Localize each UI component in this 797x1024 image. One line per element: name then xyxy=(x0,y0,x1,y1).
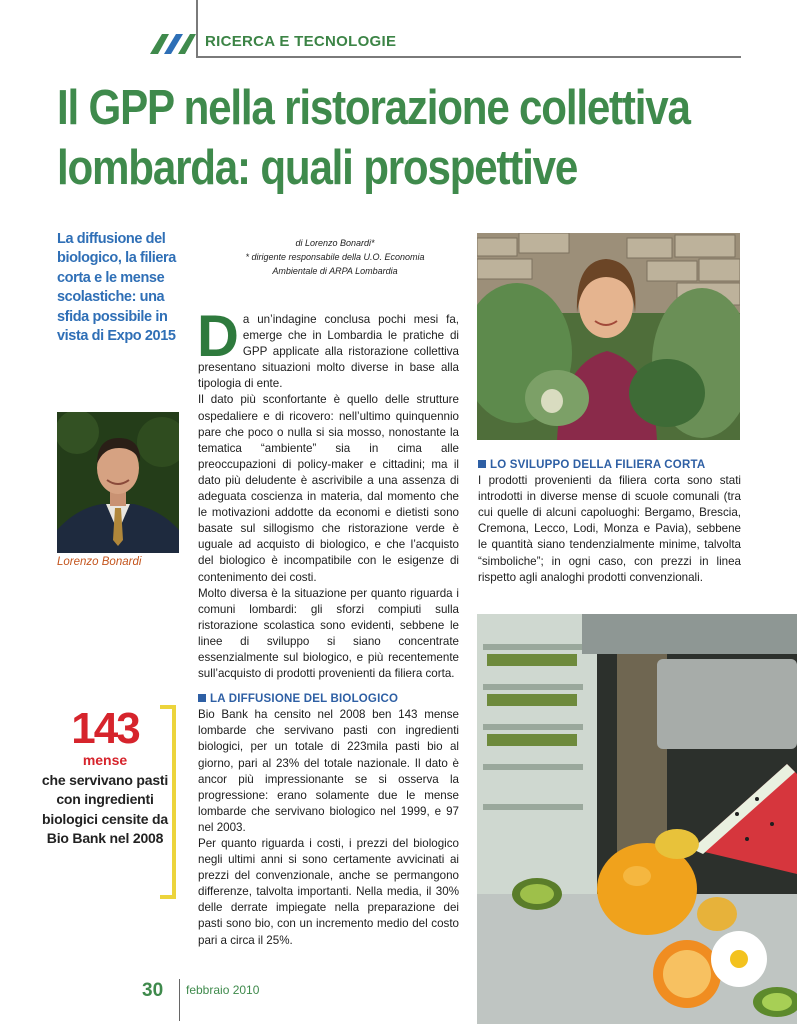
article-title xyxy=(57,78,690,198)
section-label: RICERCA E TECNOLOGIE xyxy=(205,33,397,50)
article-title-line-1: Il GPP nella ristorazione collettiva xyxy=(57,81,690,135)
subhead-square-icon xyxy=(478,460,486,468)
author-portrait-image xyxy=(57,412,179,553)
author-caption: Lorenzo Bonardi xyxy=(57,556,142,568)
byline-role-line-2: Ambientale di ARPA Lombardia xyxy=(272,266,398,276)
paragraph-intro xyxy=(197,304,459,392)
subhead-organic-text: LA DIFFUSIONE DEL BIOLOGICO xyxy=(210,693,399,706)
paragraph-costs: Per quanto riguarda i costi, i prezzi del biologico negli ultimi anni si sono certamente avvicinati ai prezzi del convenzionale, anche se permangono differenze, talvolta importanti. Nella media, il 30% delle derrate impiegate nella preparazione dei pasti sono bio, con un incremento medio del costo pari a circa il 25%. xyxy=(198,837,459,947)
subhead-short-chain-text: LO SVILUPPO DELLA FILIERA CORTA xyxy=(490,459,706,471)
byline xyxy=(200,236,470,278)
byline-author: di Lorenzo Bonardi* xyxy=(295,238,375,248)
byline-role-line-1: * dirigente responsabile della U.O. Economia xyxy=(245,252,425,262)
girl-vegetables-image xyxy=(477,233,740,440)
paragraph-short-chain: I prodotti provenienti da filiera corta sono stati introdotti in diverse mense di scuole comunali (tra cui quelle di alcuni capoluoghi: Bergamo, Brescia, Cremona, Lecco, Lodi, Monza e Pavia), sebbene le quantità siano tendenzialmente minime, talvolta “simboliche”; in ogni caso, con prezzi in linea rispetto agli analoghi prodotti convenzionali. xyxy=(478,474,741,584)
stat-number: 143 xyxy=(71,704,139,753)
paragraph-municipalities: Molto diversa è la situazione per quanto riguarda i comuni lombardi: gli sforzi compiuti sulla ristorazione scolastica sono evidenti, sebbene le linee di sviluppo si siano concentrate essenzialmente sul biologico, e più recentemente sull’acquisto di prodotti provenienti da filiera corta. xyxy=(198,586,459,681)
article-body-column xyxy=(197,304,459,949)
canteen-fruit-image xyxy=(477,614,797,1024)
footer-separator xyxy=(179,979,180,1021)
drop-cap: D xyxy=(197,304,239,369)
subhead-short-chain xyxy=(478,457,741,473)
article-lede: La diffusione del biologico, la filiera corta e le mense scolastiche: una sfida possibile in vista di Expo 2015 xyxy=(57,231,176,345)
author-photo xyxy=(57,412,179,553)
paragraph-biobank: Bio Bank ha censito nel 2008 ben 143 mense lombarde che servivano pasti con ingredienti biologici, per un totale di 223mila pasti bio al giorno, pari al 23% del totale nazionale. Il dato è ancor più impressionante se si osserva la progressione: erano solamente due le mense lombarde che servivano biologico nel 1999, e 97 nel 2003. xyxy=(198,708,459,834)
stat-description: che servivano pasti con ingredienti biologici censite da Bio Bank nel 2008 xyxy=(41,772,169,847)
page-number: 30 xyxy=(142,980,164,1001)
issue-date: febbraio 2010 xyxy=(186,983,260,997)
canteen-fruit-photo xyxy=(477,614,797,1024)
header-vertical-rule xyxy=(196,0,198,57)
girl-vegetables-photo xyxy=(477,233,740,440)
subhead-organic xyxy=(198,691,459,707)
paragraph-hospitals: Il dato più sconfortante è quello delle strutture ospedaliere e di ricovero: nell’ultimo quinquennio pare che poco o nulla si sia mosso, nonostante la tematica “ambiente” sia in cima alle preoccupazioni di policy-maker e cittadini; ma il dato più deludente è ascrivibile a una assenza di adeguata coscienza in materia, dal momento che le motivazioni addotte da economi e dietisti sono basate sul sillogismo che ristorazione verde è uguale ad acquisto di biologico, e che l’acquisto del biologico è incompatibile con le esigenze di contenimento dei costi. xyxy=(198,393,459,584)
article-title-line-2: lombarda: quali prospettive xyxy=(57,141,578,195)
header-horizontal-rule xyxy=(196,56,741,58)
section-logo-icon xyxy=(150,32,196,56)
stat-unit: mense xyxy=(82,752,128,768)
paragraph-intro-text: a un’indagine conclusa pochi mesi fa, emerge che in Lombardia le pratiche di GPP applicate alla ristorazione collettiva presentano situazioni molto diverse in base alla tipologia di ente. xyxy=(198,313,459,391)
subhead-square-icon xyxy=(198,694,206,702)
article-body-right xyxy=(478,457,741,586)
